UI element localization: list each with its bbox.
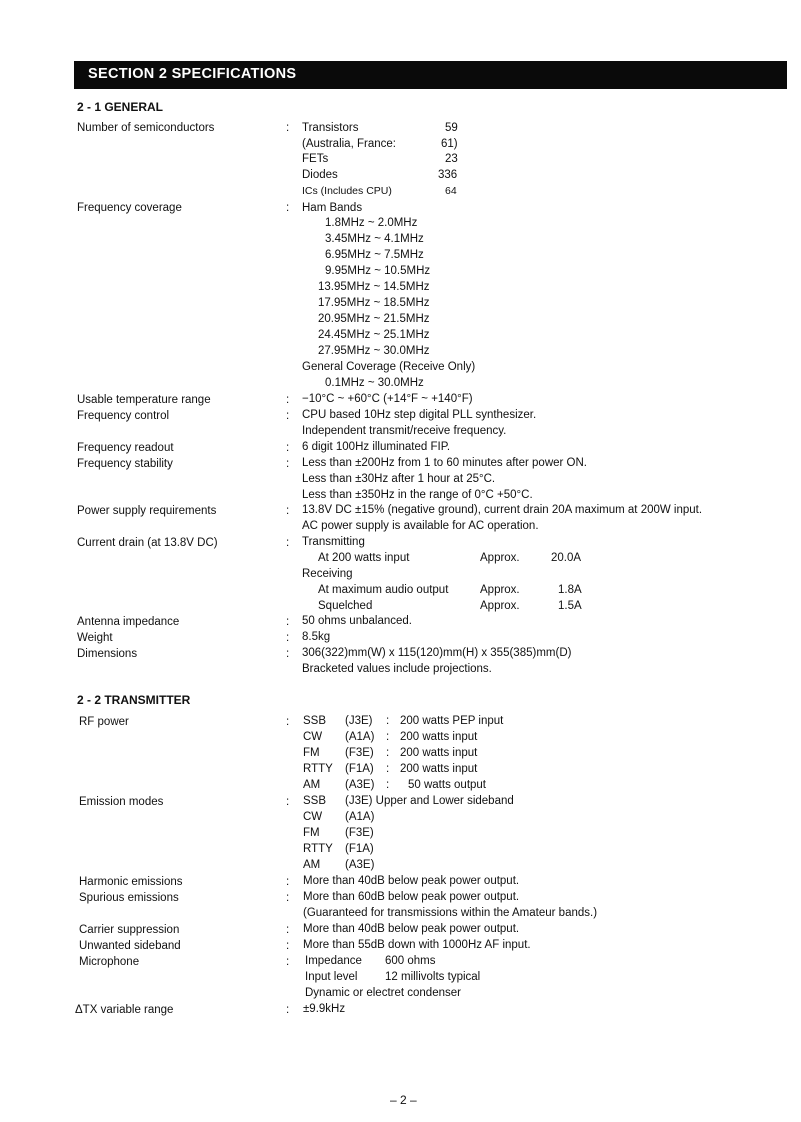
colon: : bbox=[286, 202, 290, 214]
freq-control-label: Frequency control bbox=[77, 410, 170, 422]
colon: : bbox=[286, 442, 290, 454]
band-range: 13.95MHz ~ 14.5MHz bbox=[318, 281, 430, 293]
rf-sep: : bbox=[386, 731, 390, 743]
rf-sep: : bbox=[386, 715, 390, 727]
colon: : bbox=[286, 956, 290, 968]
colon: : bbox=[286, 892, 290, 904]
colon: : bbox=[286, 122, 290, 134]
temperature-value: −10°C ~ +60°C (+14°F ~ +140°F) bbox=[302, 393, 473, 405]
rf-code: (J3E) bbox=[345, 715, 373, 727]
rf-sep: : bbox=[386, 779, 390, 791]
rf-value: 200 watts input bbox=[400, 747, 478, 759]
semi-item-name: Diodes bbox=[302, 169, 338, 181]
semi-item-count: 336 bbox=[438, 169, 458, 181]
transmitting-label: Transmitting bbox=[302, 536, 365, 548]
weight-label: Weight bbox=[77, 632, 113, 644]
tx-variable-label: ΔTX variable range bbox=[75, 1004, 174, 1016]
mic-impedance-label: Impedance bbox=[305, 955, 362, 967]
rf-code: (F1A) bbox=[345, 763, 374, 775]
rx-drain-value: 1.8A bbox=[558, 584, 582, 596]
emission-code: (J3E) Upper and Lower sideband bbox=[345, 795, 514, 807]
power-supply-label: Power supply requirements bbox=[77, 505, 217, 517]
general-coverage-range: 0.1MHz ~ 30.0MHz bbox=[325, 377, 424, 389]
semi-item-count: 59 bbox=[445, 122, 458, 134]
emission-code: (A1A) bbox=[345, 811, 375, 823]
rf-mode: FM bbox=[303, 747, 320, 759]
rf-value: 200 watts input bbox=[400, 731, 478, 743]
band-range: 24.45MHz ~ 25.1MHz bbox=[318, 329, 430, 341]
semi-item-name: ICs (Includes CPU) bbox=[302, 185, 392, 197]
semi-item-name: Transistors bbox=[302, 122, 359, 134]
band-range: 1.8MHz ~ 2.0MHz bbox=[325, 217, 418, 229]
rx-drain-approx: Approx. bbox=[480, 600, 520, 612]
carrier-value: More than 40dB below peak power output. bbox=[303, 923, 520, 935]
colon: : bbox=[286, 616, 290, 628]
rf-code: (A1A) bbox=[345, 731, 375, 743]
harmonic-label: Harmonic emissions bbox=[79, 876, 183, 888]
semi-item-name: FETs bbox=[302, 153, 329, 165]
rx-drain-name: Squelched bbox=[318, 600, 373, 612]
sideband-value: More than 55dB down with 1000Hz AF input. bbox=[303, 939, 531, 951]
rx-drain-value: 1.5A bbox=[558, 600, 582, 612]
band-range: 17.95MHz ~ 18.5MHz bbox=[318, 297, 430, 309]
microphone-label: Microphone bbox=[79, 956, 140, 968]
freq-readout-value: 6 digit 100Hz illuminated FIP. bbox=[302, 441, 451, 453]
colon: : bbox=[286, 505, 290, 517]
freq-stability-line: Less than ±350Hz in the range of 0°C +50°C. bbox=[302, 489, 533, 501]
mic-level-label: Input level bbox=[305, 971, 358, 983]
emission-mode: FM bbox=[303, 827, 320, 839]
rf-value: 50 watts output bbox=[408, 779, 486, 791]
rf-mode: AM bbox=[303, 779, 321, 791]
mic-impedance-value: 600 ohms bbox=[385, 955, 436, 967]
rf-code: (F3E) bbox=[345, 747, 374, 759]
general-coverage-label: General Coverage (Receive Only) bbox=[302, 361, 476, 373]
semi-item-name: (Australia, France: bbox=[302, 138, 396, 150]
colon: : bbox=[286, 924, 290, 936]
band-range: 3.45MHz ~ 4.1MHz bbox=[325, 233, 424, 245]
tx-variable-value: ±9.9kHz bbox=[303, 1003, 346, 1015]
emission-mode: CW bbox=[303, 811, 323, 823]
antenna-label: Antenna impedance bbox=[77, 616, 180, 628]
emission-code: (A3E) bbox=[345, 859, 375, 871]
colon: : bbox=[286, 394, 290, 406]
antenna-value: 50 ohms unbalanced. bbox=[302, 615, 412, 627]
general-heading: 2 - 1 GENERAL bbox=[77, 100, 164, 114]
mic-level-value: 12 millivolts typical bbox=[385, 971, 481, 983]
freq-stability-line: Less than ±30Hz after 1 hour at 25°C. bbox=[302, 473, 496, 485]
dimensions-line: 306(322)mm(W) x 115(120)mm(H) x 355(385)mm(D) bbox=[302, 647, 572, 659]
emission-mode: RTTY bbox=[303, 843, 333, 855]
colon: : bbox=[286, 940, 290, 952]
rf-sep: : bbox=[386, 763, 390, 775]
ham-bands-label: Ham Bands bbox=[302, 202, 363, 214]
colon: : bbox=[286, 876, 290, 888]
colon: : bbox=[286, 410, 290, 422]
rf-mode: CW bbox=[303, 731, 323, 743]
emission-code: (F1A) bbox=[345, 843, 374, 855]
freq-coverage-label: Frequency coverage bbox=[77, 202, 182, 214]
weight-value: 8.5kg bbox=[302, 631, 331, 643]
rf-power-label: RF power bbox=[79, 716, 129, 728]
dimensions-label: Dimensions bbox=[77, 648, 138, 660]
colon: : bbox=[286, 537, 290, 549]
spurious-line: More than 60dB below peak power output. bbox=[303, 891, 520, 903]
band-range: 6.95MHz ~ 7.5MHz bbox=[325, 249, 424, 261]
freq-stability-line: Less than ±200Hz from 1 to 60 minutes after power ON. bbox=[302, 457, 588, 469]
semi-item-count: 64 bbox=[445, 185, 457, 197]
colon: : bbox=[286, 796, 290, 808]
rf-mode: SSB bbox=[303, 715, 327, 727]
sideband-label: Unwanted sideband bbox=[79, 940, 181, 952]
emission-mode: AM bbox=[303, 859, 321, 871]
rf-value: 200 watts PEP input bbox=[400, 715, 504, 727]
colon: : bbox=[286, 648, 290, 660]
section-title: SECTION 2 SPECIFICATIONS bbox=[88, 66, 297, 82]
freq-control-line: Independent transmit/receive frequency. bbox=[302, 425, 507, 437]
colon: : bbox=[286, 716, 290, 728]
rx-drain-approx: Approx. bbox=[480, 584, 520, 596]
rx-drain-name: At maximum audio output bbox=[318, 584, 449, 596]
transmitter-heading: 2 - 2 TRANSMITTER bbox=[77, 693, 191, 707]
colon: : bbox=[286, 1004, 290, 1016]
semiconductors-label: Number of semiconductors bbox=[77, 122, 215, 134]
freq-stability-label: Frequency stability bbox=[77, 458, 173, 470]
current-drain-label: Current drain (at 13.8V DC) bbox=[77, 537, 218, 549]
section-banner bbox=[74, 61, 787, 89]
tx-drain-name: At 200 watts input bbox=[318, 552, 410, 564]
freq-readout-label: Frequency readout bbox=[77, 442, 174, 454]
power-supply-line: AC power supply is available for AC operation. bbox=[302, 520, 539, 532]
page-number: – 2 – bbox=[390, 1093, 417, 1107]
power-supply-line: 13.8V DC ±15% (negative ground), current drain 20A maximum at 200W input. bbox=[302, 504, 703, 516]
mic-type: Dynamic or electret condenser bbox=[305, 987, 461, 999]
receiving-label: Receiving bbox=[302, 568, 353, 580]
colon: : bbox=[286, 632, 290, 644]
spurious-line: (Guaranteed for transmissions within the Amateur bands.) bbox=[303, 907, 598, 919]
semi-item-count: 23 bbox=[445, 153, 458, 165]
harmonic-value: More than 40dB below peak power output. bbox=[303, 875, 520, 887]
spurious-label: Spurious emissions bbox=[79, 892, 179, 904]
band-range: 20.95MHz ~ 21.5MHz bbox=[318, 313, 430, 325]
temperature-label: Usable temperature range bbox=[77, 394, 211, 406]
emission-label: Emission modes bbox=[79, 796, 164, 808]
band-range: 9.95MHz ~ 10.5MHz bbox=[325, 265, 431, 277]
rf-code: (A3E) bbox=[345, 779, 375, 791]
carrier-label: Carrier suppression bbox=[79, 924, 180, 936]
band-range: 27.95MHz ~ 30.0MHz bbox=[318, 345, 430, 357]
tx-drain-value: 20.0A bbox=[551, 552, 582, 564]
semi-item-count: 61) bbox=[441, 138, 458, 150]
emission-mode: SSB bbox=[303, 795, 327, 807]
rf-value: 200 watts input bbox=[400, 763, 478, 775]
colon: : bbox=[286, 458, 290, 470]
rf-sep: : bbox=[386, 747, 390, 759]
dimensions-line: Bracketed values include projections. bbox=[302, 663, 492, 675]
emission-code: (F3E) bbox=[345, 827, 374, 839]
tx-drain-approx: Approx. bbox=[480, 552, 520, 564]
freq-control-line: CPU based 10Hz step digital PLL synthesizer. bbox=[302, 409, 537, 421]
rf-mode: RTTY bbox=[303, 763, 333, 775]
